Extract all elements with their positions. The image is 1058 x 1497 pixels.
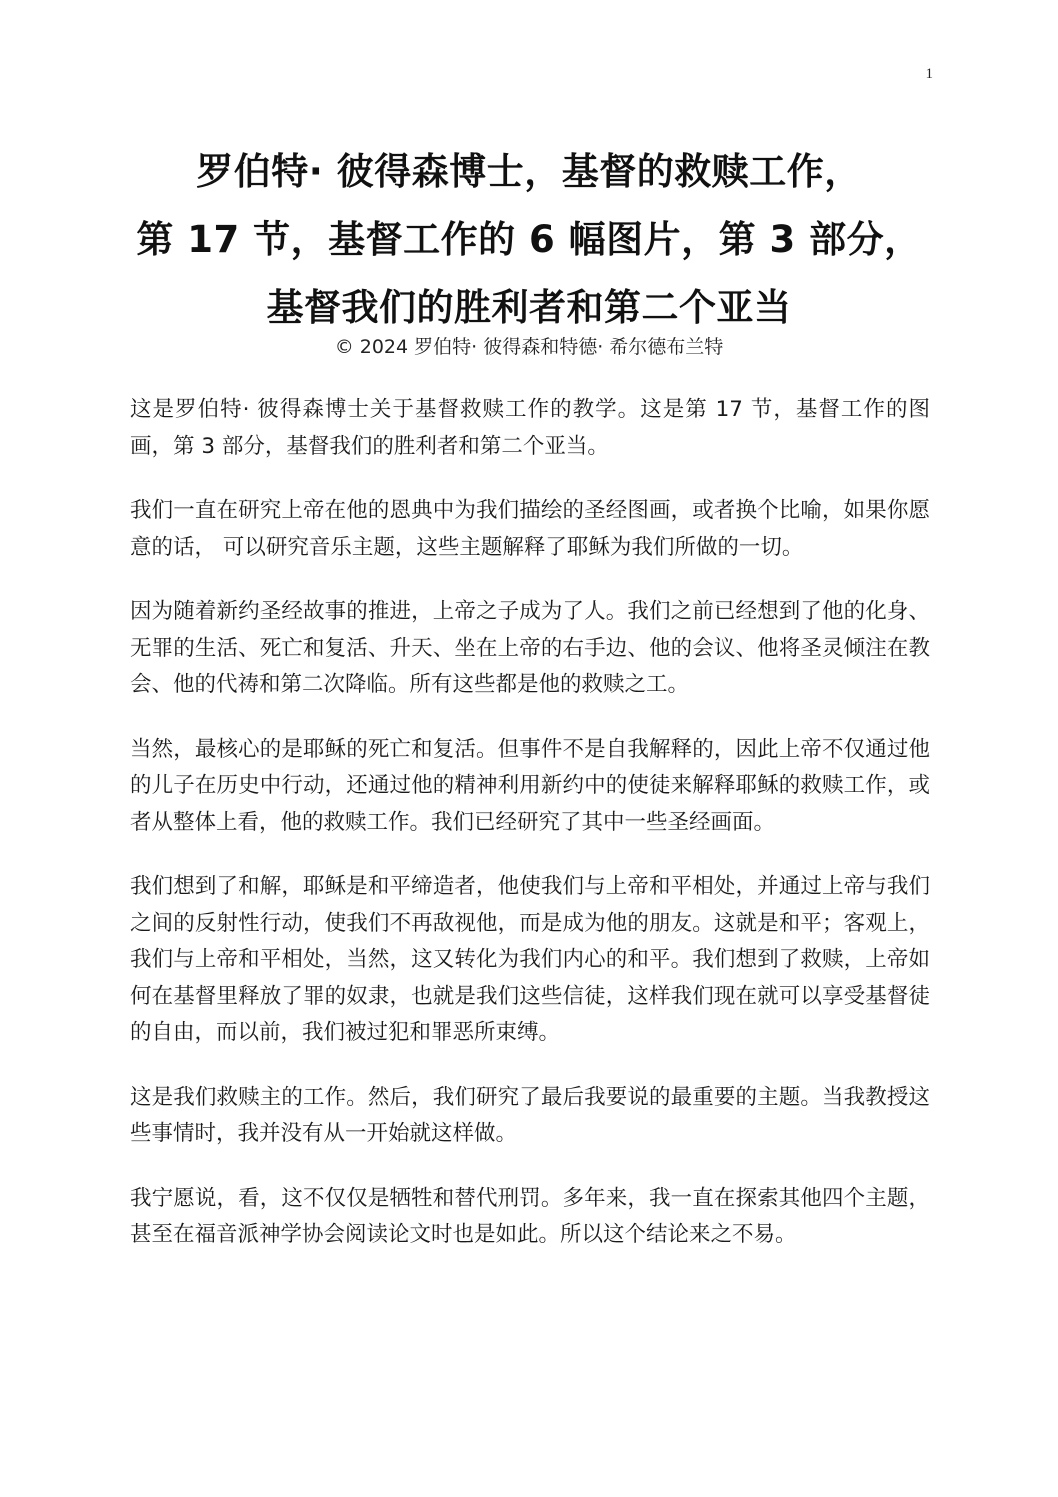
body-paragraph: 当然，最核心的是耶稣的死亡和复活。但事件不是自我解释的，因此上帝不仅通过他的儿子在历史中行动，还通过他的精神利用新约中的使徒来解释耶稣的救赎工作，或者从整体上看，他的救赎工作。我们已经研究了其中一些圣经画面。 xyxy=(130,736,930,835)
document-body xyxy=(130,392,930,1282)
body-paragraph: 这是罗伯特· 彼得森博士关于基督救赎工作的教学。这是第 17 节，基督工作的图画，第 3 部分，基督我们的胜利者和第二个亚当。 xyxy=(130,397,930,459)
body-paragraph: 我们一直在研究上帝在他的恩典中为我们描绘的圣经图画，或者换个比喻，如果你愿意的话， 可以研究音乐主题，这些主题解释了耶稣为我们所做的一切。 xyxy=(130,498,930,560)
copyright-notice: © 2024 罗伯特· 彼得森和特德· 希尔德布兰特 xyxy=(334,336,724,358)
body-paragraph: 我宁愿说，看，这不仅仅是牺牲和替代刑罚。多年来，我一直在探索其他四个主题，甚至在福音派神学协会阅读论文时也是如此。所以这个结论来之不易。 xyxy=(130,1185,930,1247)
body-paragraph: 这是我们救赎主的工作。然后，我们研究了最后我要说的最重要的主题。当我教授这些事情时，我并没有从一开始就这样做。 xyxy=(130,1084,930,1146)
document-title xyxy=(90,138,968,342)
title-line: 基督我们的胜利者和第二个亚当 xyxy=(266,286,792,329)
title-line: 罗伯特· 彼得森博士，基督的救赎工作， xyxy=(196,150,862,193)
page-number: 1 xyxy=(925,66,933,82)
title-line: 第 17 节，基督工作的 6 幅图片，第 3 部分， xyxy=(136,218,922,261)
body-paragraph: 我们想到了和解，耶稣是和平缔造者，他使我们与上帝和平相处，并通过上帝与我们之间的反射性行动，使我们不再敌视他，而是成为他的朋友。这就是和平；客观上，我们与上帝和平相处，当然，这又转化为我们内心的和平。我们想到了救赎，上帝如何在基督里释放了罪的奴隶，也就是我们这些信徒，这样我们现在就可以享受基督徒的自由，而以前，我们被过犯和罪恶所束缚。 xyxy=(130,874,930,1045)
body-paragraph: 因为随着新约圣经故事的推进，上帝之子成为了人。我们之前已经想到了他的化身、无罪的生活、死亡和复活、升天、坐在上帝的右手边、他的会议、他将圣灵倾注在教会、他的代祷和第二次降临。所有这些都是他的救赎之工。 xyxy=(130,599,930,697)
